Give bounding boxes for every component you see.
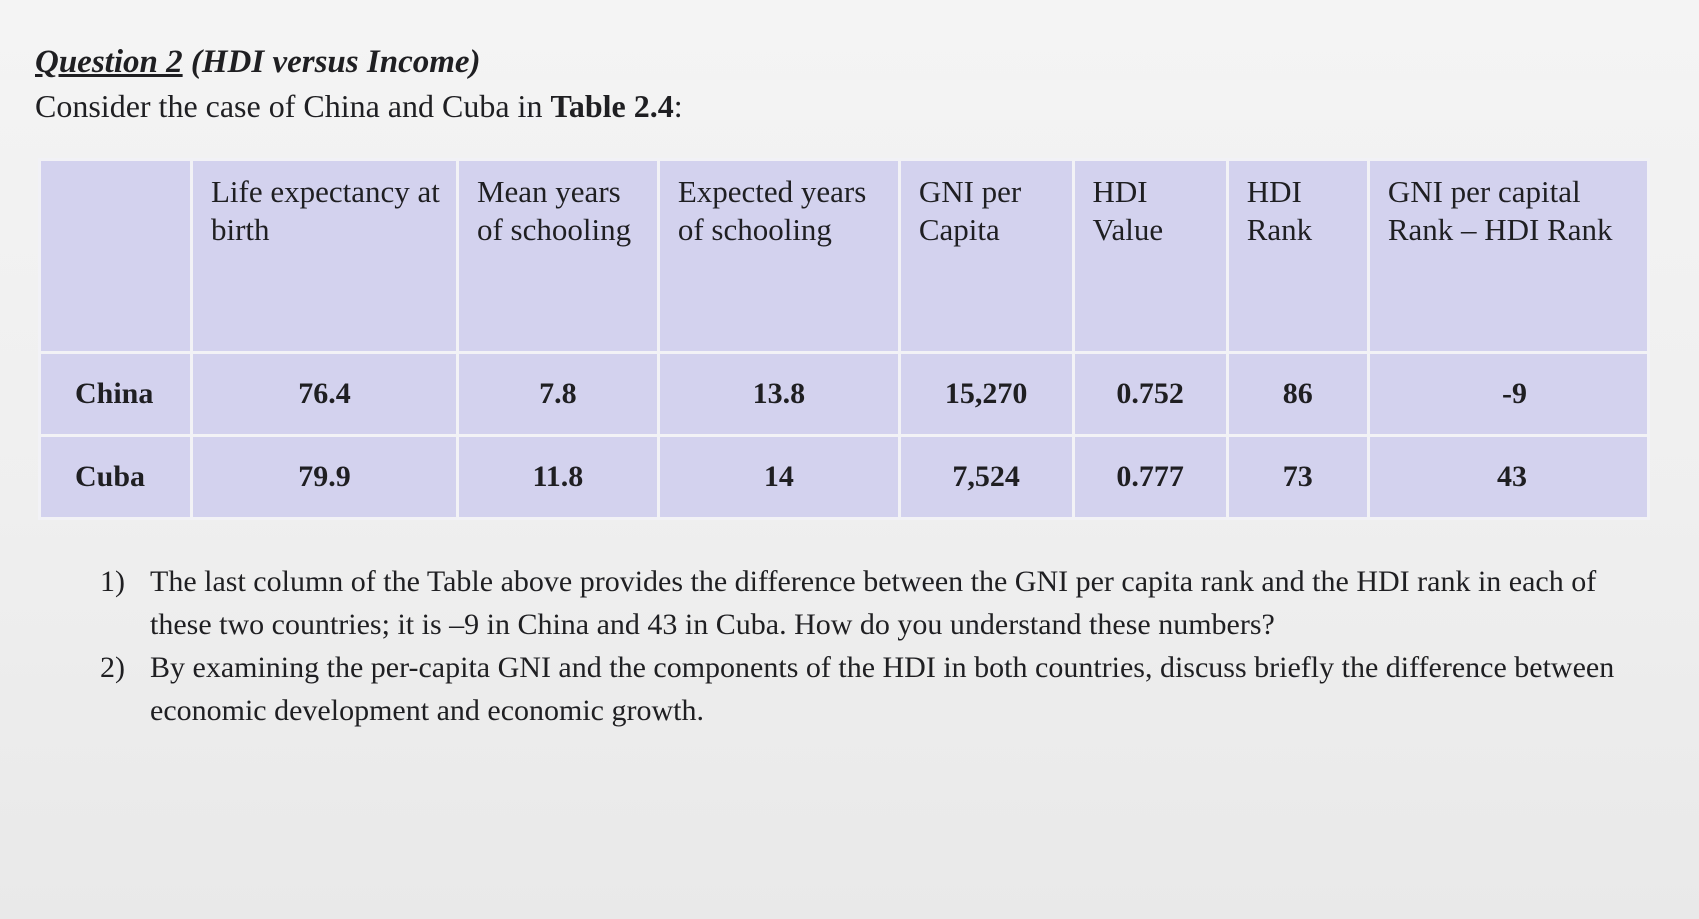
question-subtitle: (HDI versus Income) xyxy=(190,44,481,80)
question-item xyxy=(100,560,1630,646)
question-heading xyxy=(35,44,481,81)
cell-mean-years: 7.8 xyxy=(457,353,658,436)
header-mean-years-schooling: Mean years of schooling xyxy=(457,160,658,353)
hdi-table xyxy=(38,158,1650,520)
header-expected-years-schooling: Expected years of schooling xyxy=(658,160,899,353)
question-text: By examining the per-capita GNI and the components of the HDI in both countries, discuss briefly the difference between economic development and economic growth. xyxy=(150,651,1615,727)
cell-hdi-value: 0.777 xyxy=(1073,436,1227,519)
intro-suffix: : xyxy=(673,88,683,124)
question-intro xyxy=(35,88,683,125)
header-life-expectancy: Life expectancy at birth xyxy=(191,160,457,353)
question-text: The last column of the Table above provides the difference between the GNI per capita rank and the HDI rank in each of these two countries; it is –9 in China and 43 in Cuba. How do you understand these numbers? xyxy=(150,565,1597,641)
header-gni-per-capita: GNI per Capita xyxy=(899,160,1073,353)
intro-text: Consider the case of China and Cuba in xyxy=(35,88,551,124)
cell-hdi-rank: 73 xyxy=(1227,436,1368,519)
cell-life-expectancy: 79.9 xyxy=(191,436,457,519)
header-cell-empty xyxy=(40,160,192,353)
question-label: Question 2 xyxy=(35,44,183,80)
cell-expected-years: 14 xyxy=(658,436,899,519)
cell-hdi-value: 0.752 xyxy=(1073,353,1227,436)
question-item xyxy=(100,646,1630,732)
header-hdi-rank: HDI Rank xyxy=(1227,160,1368,353)
header-gni-minus-hdi-rank: GNI per capital Rank – HDI Rank xyxy=(1368,160,1648,353)
cell-rank-difference: 43 xyxy=(1368,436,1648,519)
cell-mean-years: 11.8 xyxy=(457,436,658,519)
header-hdi-value: HDI Value xyxy=(1073,160,1227,353)
cell-country: Cuba xyxy=(40,436,192,519)
cell-expected-years: 13.8 xyxy=(658,353,899,436)
cell-gni: 15,270 xyxy=(899,353,1073,436)
cell-hdi-rank: 86 xyxy=(1227,353,1368,436)
cell-life-expectancy: 76.4 xyxy=(191,353,457,436)
table-row xyxy=(40,353,1649,436)
cell-gni: 7,524 xyxy=(899,436,1073,519)
question-number: 2) xyxy=(100,651,125,684)
table-header-row xyxy=(40,160,1649,353)
question-number: 1) xyxy=(100,565,125,598)
table-row xyxy=(40,436,1649,519)
table-reference: Table 2.4 xyxy=(550,88,674,124)
question-list xyxy=(100,560,1630,732)
cell-country: China xyxy=(40,353,192,436)
cell-rank-difference: -9 xyxy=(1368,353,1648,436)
